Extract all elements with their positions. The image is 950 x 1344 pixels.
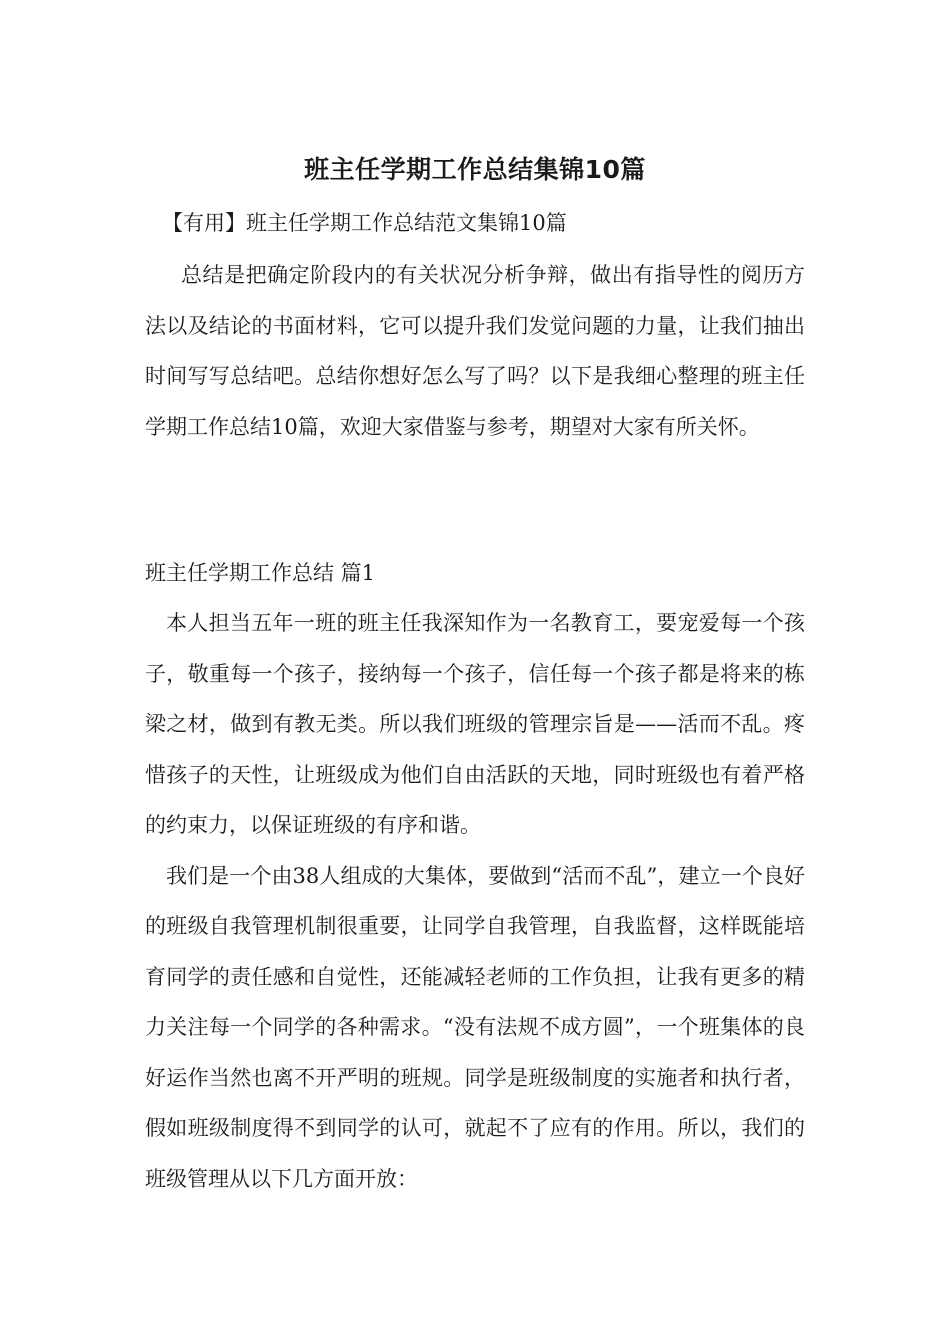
body-paragraph: 我们是一个由38人组成的大集体，要做到“活而不乱”，建立一个良好的班级自我管理机制很重要，让同学自我管理，自我监督，这样既能培育同学的责任感和自觉性，还能减轻老师的工作负担，让我有更多的精力关注每一个同学的各种需求。“没有法规不成方圆”，一个班集体的良好运作当然也离不开严明的班规。同学是班级制度的实施者和执行者，假如班级制度得不到同学的认可，就起不了应有的作用。所以，我们的班级管理从以下几方面开放： [145,863,805,1191]
body-paragraph: 本人担当五年一班的班主任我深知作为一名教育工，要宠爱每一个孩子，敬重每一个孩子，接纳每一个孩子，信任每一个孩子都是将来的栋梁之材，做到有教无类。所以我们班级的管理宗旨是——活而不乱。疼惜孩子的天性，让班级成为他们自由活跃的天地，同时班级也有着严格的约束力，以保证班级的有序和谐。 [145,611,805,837]
document-subtitle: 【有用】班主任学期工作总结范文集锦10篇 [162,211,567,235]
document-title: 班主任学期工作总结集锦10篇 [304,155,646,184]
intro-block [145,250,805,452]
section-body [145,598,805,1204]
intro-paragraph: 总结是把确定阶段内的有关状况分析争辩，做出有指导性的阅历方法以及结论的书面材料，它可以提升我们发觉问题的力量，让我们抽出时间写写总结吧。总结你想好怎么写了吗？以下是我细心整理的班主任学期工作总结10篇，欢迎大家借鉴与参考，期望对大家有所关怀。 [145,263,805,439]
section-heading: 班主任学期工作总结 篇1 [145,561,376,585]
